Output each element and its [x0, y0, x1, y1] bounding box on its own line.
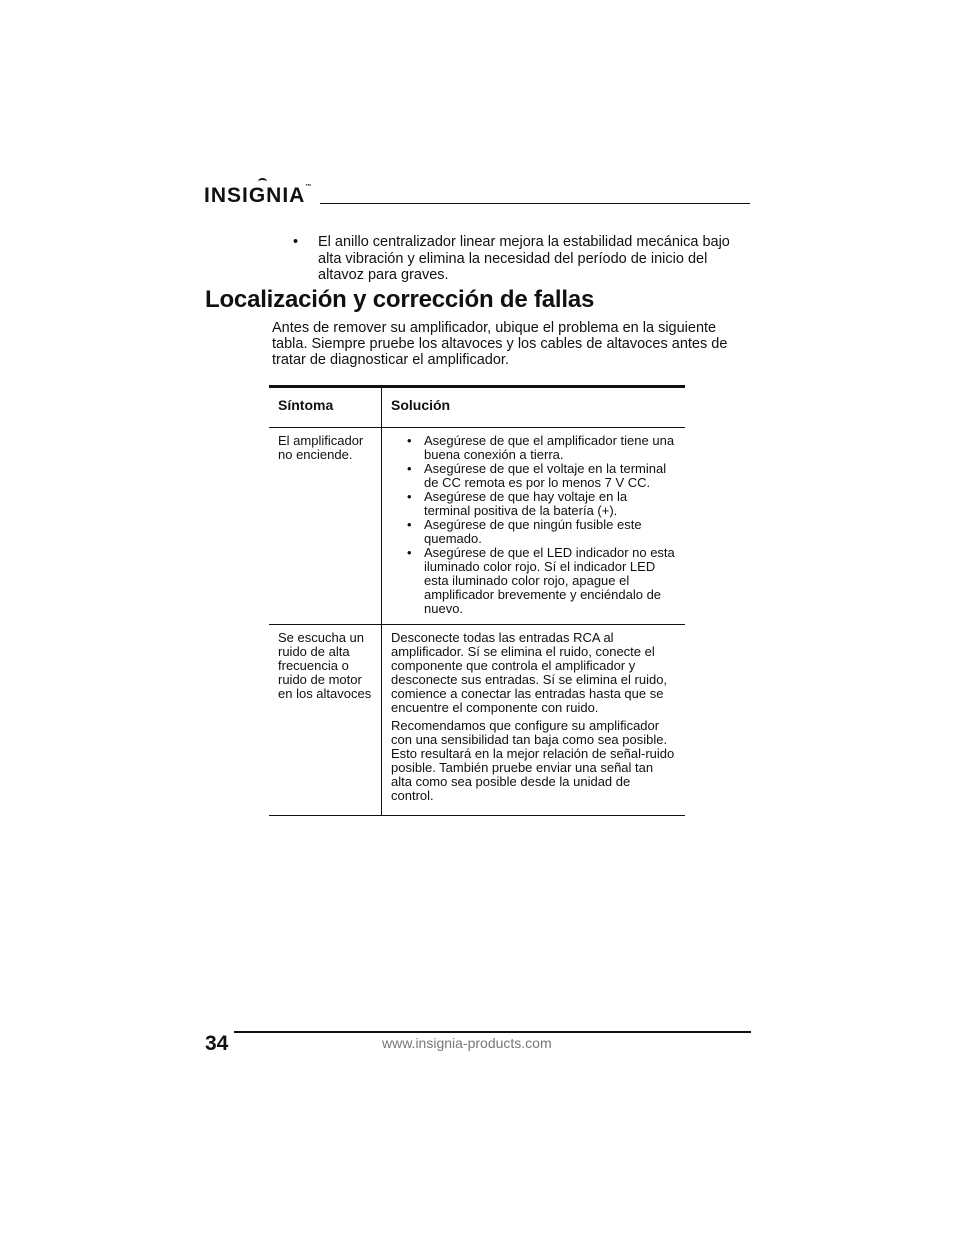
header-symptom: Síntoma [269, 387, 382, 428]
section-intro: Antes de remover su amplificador, ubique el problema en la siguiente tabla. Siempre pruebe los altavoces y los cables de altavoces antes de tratar de diagnosticar el amplificador. [272, 320, 728, 368]
solution-paragraph: Desconecte todas las entradas RCA al amplificador. Sí se elimina el ruido, conecte el componente que controla el amplificador y desconecte sus entradas. Sí se elimina el ruido, comience a conectar las entradas hasta que se encuentre el componente con ruido. [391, 630, 668, 715]
footer-url: www.insignia-products.com [382, 1035, 552, 1051]
solution-bullet: • Asegúrese de que el LED indicador no esta iluminado color rojo. Sí el indicador LED esta iluminado color rojo, apague el amplificador brevemente y enciéndalo de nuevo. [391, 546, 676, 616]
solution-bullet: • Asegúrese de que hay voltaje en la terminal positiva de la batería (+). [391, 490, 676, 518]
logo-text: INSIGNIA [204, 184, 306, 207]
header-rule [320, 203, 750, 204]
header-solution: Solución [382, 387, 686, 428]
brand-logo [204, 184, 312, 208]
footer-rule [234, 1031, 751, 1033]
solution-bullet-list [391, 434, 676, 616]
solution-paragraph: Recomendamos que configure su amplificador con una sensibilidad tan baja como sea posible. Esto resultará en la mejor relación de señal-ruido posible. También pruebe enviar una señal tan alta como sea posible desde la unidad de control. [391, 718, 675, 803]
logo-trademark: ™ [305, 184, 313, 190]
logo-arc-mark [258, 178, 267, 185]
table-header-row [269, 387, 685, 428]
page-number: 34 [205, 1032, 229, 1055]
table-row [269, 625, 685, 816]
solution-bullet: • Asegúrese de que el amplificador tiene una buena conexión a tierra. [391, 434, 676, 462]
solution-cell [382, 625, 686, 816]
table-row [269, 428, 685, 625]
section-title: Localización y corrección de fallas [205, 286, 595, 313]
symptom-cell: Se escucha un ruido de alta frecuencia o ruido de motor en los altavoces [269, 625, 382, 816]
solution-cell [382, 428, 686, 625]
symptom-cell: El amplificador no enciende. [269, 428, 382, 625]
solution-bullet: • Asegúrese de que ningún fusible este quemado. [391, 518, 676, 546]
intro-bullet-list [290, 234, 750, 284]
intro-bullet: • El anillo centralizador linear mejora la estabilidad mecánica bajo alta vibración y elimina la necesidad del período de inicio del altavoz para graves. [290, 234, 750, 284]
troubleshooting-table [269, 385, 685, 816]
solution-bullet: • Asegúrese de que el voltaje en la terminal de CC remota es por lo menos 7 V CC. [391, 462, 676, 490]
